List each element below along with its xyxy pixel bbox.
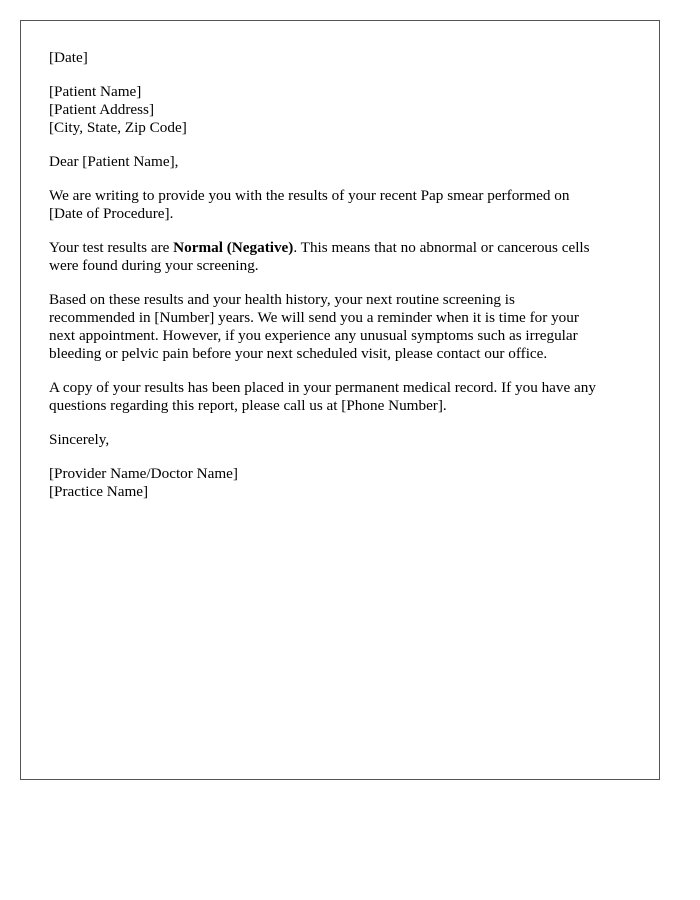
patient-city-state-zip: [City, State, Zip Code] bbox=[49, 119, 187, 136]
paragraph-results bbox=[49, 239, 631, 275]
signature-block bbox=[49, 465, 631, 501]
paragraph-intro bbox=[49, 187, 631, 223]
paragraph-intro-line: [Date of Procedure]. bbox=[49, 205, 174, 222]
paragraph-record-line: A copy of your results has been placed in your permanent medical record. If you have any bbox=[49, 379, 596, 396]
paragraph-next-screening bbox=[49, 291, 631, 363]
practice-name: [Practice Name] bbox=[49, 483, 149, 500]
salutation bbox=[49, 153, 631, 171]
paragraph-next-screening-line: Based on these results and your health history, your next routine screening is bbox=[49, 291, 515, 308]
patient-address: [Patient Address] bbox=[49, 101, 155, 118]
paragraph-results-line: were found during your screening. bbox=[49, 257, 259, 274]
provider-name: [Provider Name/Doctor Name] bbox=[49, 465, 238, 482]
closing bbox=[49, 431, 631, 449]
paragraph-next-screening-line: recommended in [Number] years. We will send you a reminder when it is time for your bbox=[49, 309, 579, 326]
letter-date bbox=[49, 49, 631, 67]
recipient-address-block bbox=[49, 83, 631, 137]
results-suffix: . This means that no abnormal or cancerous cells bbox=[293, 239, 590, 256]
paragraph-next-screening-line: next appointment. However, if you experience any unusual symptoms such as irregular bbox=[49, 327, 578, 344]
paragraph-record bbox=[49, 379, 631, 415]
date-text: [Date] bbox=[49, 49, 88, 66]
paragraph-next-screening-line: bleeding or pelvic pain before your next scheduled visit, please contact our office. bbox=[49, 345, 548, 362]
results-prefix: Your test results are bbox=[49, 239, 174, 256]
paragraph-intro-line: We are writing to provide you with the results of your recent Pap smear performed on bbox=[49, 187, 570, 204]
patient-name: [Patient Name] bbox=[49, 83, 142, 100]
closing-text: Sincerely, bbox=[49, 431, 110, 448]
paragraph-results-line bbox=[49, 239, 631, 257]
salutation-text: Dear [Patient Name], bbox=[49, 153, 179, 170]
result-status: Normal (Negative) bbox=[173, 239, 294, 256]
letter-page bbox=[20, 20, 660, 780]
paragraph-record-line: questions regarding this report, please call us at [Phone Number]. bbox=[49, 397, 447, 414]
